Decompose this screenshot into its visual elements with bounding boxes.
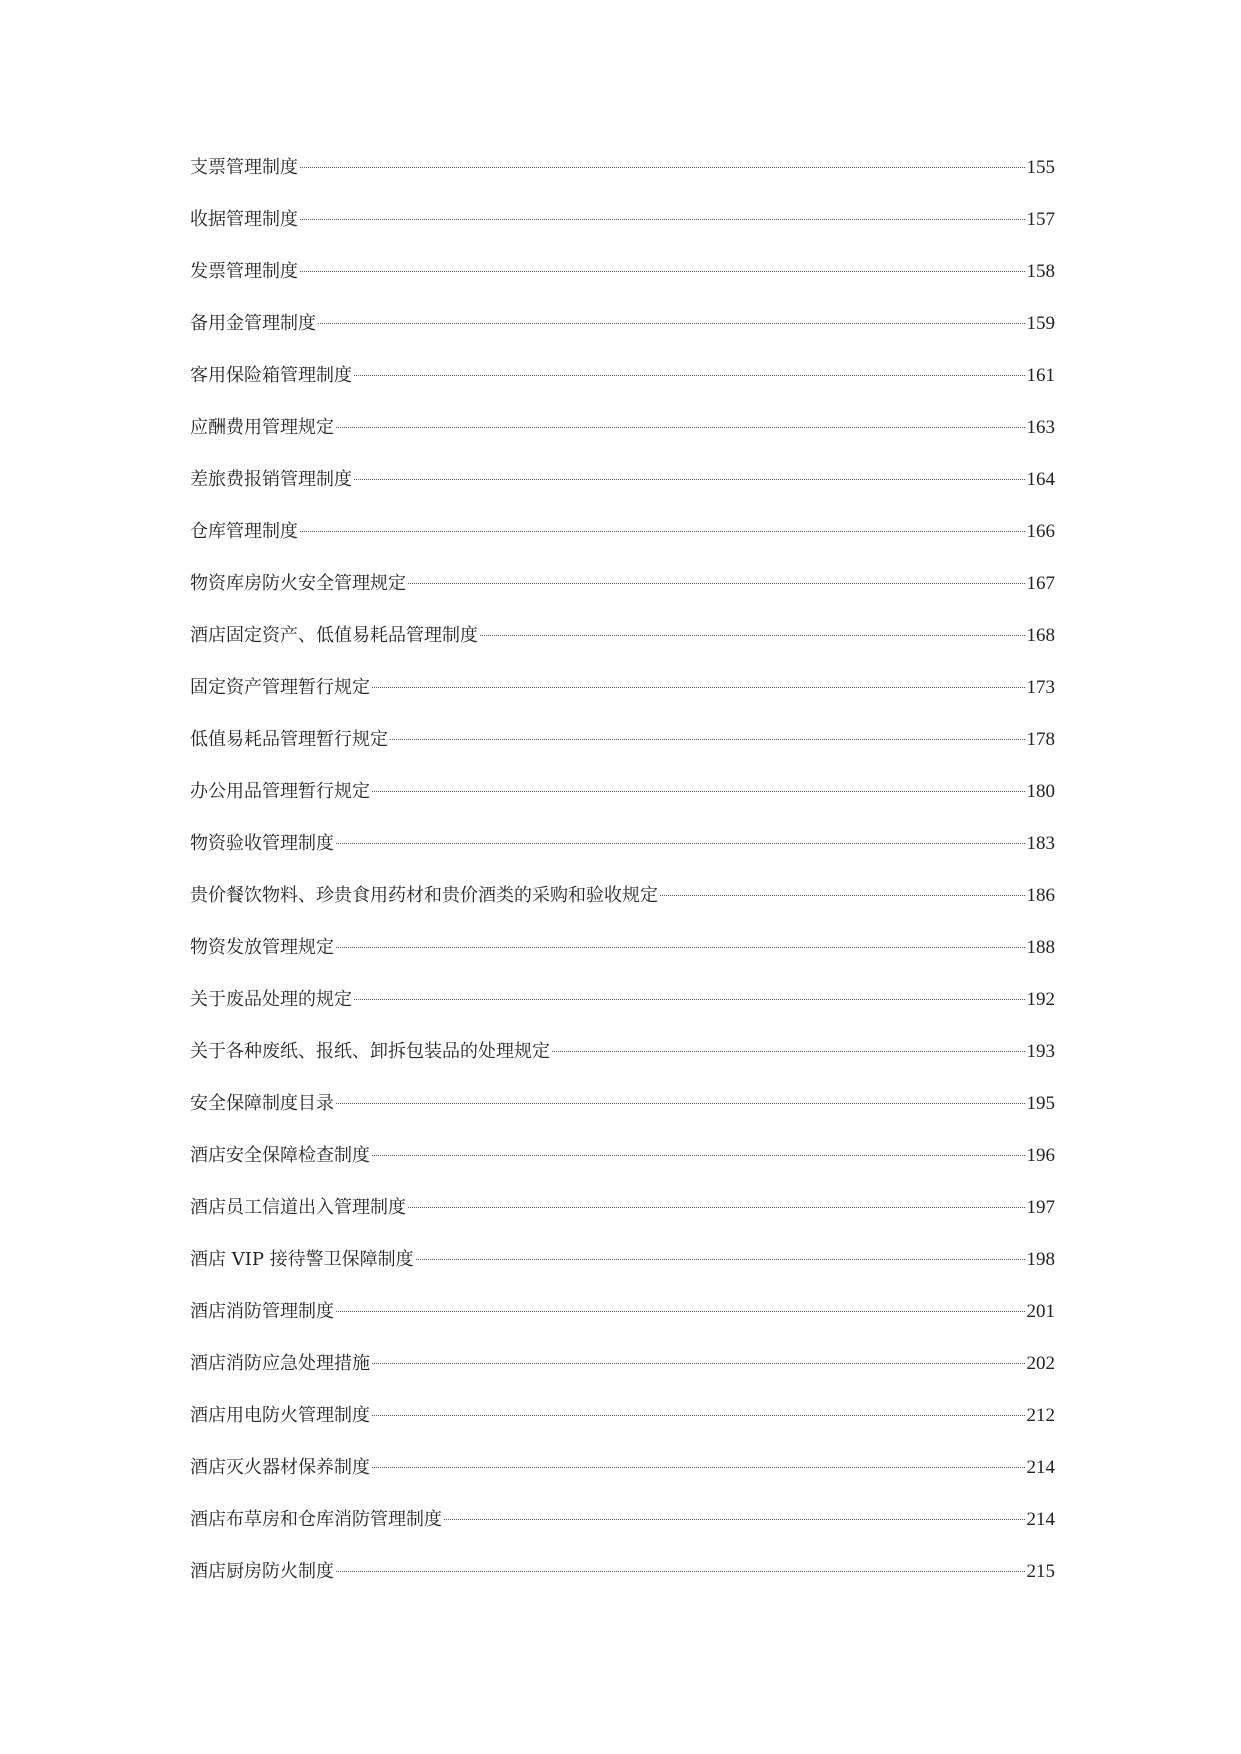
toc-entry[interactable] [190, 310, 1055, 362]
toc-dot-leader [480, 635, 1025, 636]
toc-dot-leader [372, 1415, 1025, 1416]
toc-entry-title: 酒店员工信道出入管理制度 [190, 1197, 406, 1218]
toc-entry-title: 低值易耗品管理暂行规定 [190, 729, 388, 750]
toc-entry[interactable] [190, 1506, 1055, 1558]
toc-entry[interactable] [190, 1246, 1055, 1298]
toc-entry-page: 166 [1026, 521, 1055, 542]
toc-dot-leader [372, 1155, 1025, 1156]
toc-entry-title: 客用保险箱管理制度 [190, 365, 352, 386]
toc-entry-title: 物资发放管理规定 [190, 937, 334, 958]
toc-dot-leader [372, 1467, 1025, 1468]
toc-entry-title: 差旅费报销管理制度 [190, 469, 352, 490]
toc-entry[interactable] [190, 154, 1055, 206]
toc-entry-page: 168 [1026, 625, 1055, 646]
toc-entry-title: 物资库房防火安全管理规定 [190, 573, 406, 594]
toc-entry[interactable] [190, 726, 1055, 778]
toc-dot-leader [660, 895, 1025, 896]
toc-entry[interactable] [190, 570, 1055, 622]
toc-dot-leader [300, 167, 1025, 168]
toc-entry-title: 支票管理制度 [190, 157, 298, 178]
toc-entry-title: 酒店灭火器材保养制度 [190, 1457, 370, 1478]
toc-dot-leader [372, 1363, 1025, 1364]
toc-entry-title: 酒店 VIP 接待警卫保障制度 [190, 1249, 414, 1270]
toc-dot-leader [408, 583, 1025, 584]
toc-entry[interactable] [190, 518, 1055, 570]
toc-dot-leader [300, 219, 1025, 220]
toc-entry-page: 178 [1026, 729, 1055, 750]
toc-entry-title: 应酬费用管理规定 [190, 417, 334, 438]
toc-entry-title: 办公用品管理暂行规定 [190, 781, 370, 802]
toc-dot-leader [354, 375, 1025, 376]
toc-dot-leader [354, 479, 1025, 480]
toc-entry[interactable] [190, 1194, 1055, 1246]
toc-entry-page: 214 [1026, 1509, 1055, 1530]
toc-entry[interactable] [190, 206, 1055, 258]
toc-entry-page: 195 [1026, 1093, 1055, 1114]
toc-entry[interactable] [190, 1298, 1055, 1350]
toc-entry[interactable] [190, 1350, 1055, 1402]
toc-entry[interactable] [190, 414, 1055, 466]
toc-entry-page: 215 [1026, 1561, 1055, 1582]
toc-entry[interactable] [190, 1454, 1055, 1506]
toc-dot-leader [336, 1571, 1025, 1572]
toc-entry[interactable] [190, 986, 1055, 1038]
toc-entry-page: 164 [1026, 469, 1055, 490]
toc-entry-title: 酒店安全保障检查制度 [190, 1145, 370, 1166]
toc-entry-page: 159 [1026, 313, 1055, 334]
toc-entry-page: 180 [1026, 781, 1055, 802]
toc-entry[interactable] [190, 830, 1055, 882]
toc-entry-page: 193 [1026, 1041, 1055, 1062]
toc-entry-page: 188 [1026, 937, 1055, 958]
toc-entry-page: 197 [1026, 1197, 1055, 1218]
toc-entry[interactable] [190, 1142, 1055, 1194]
toc-dot-leader [444, 1519, 1025, 1520]
toc-entry-title: 关于废品处理的规定 [190, 989, 352, 1010]
toc-entry-title: 固定资产管理暂行规定 [190, 677, 370, 698]
toc-entry-page: 201 [1026, 1301, 1055, 1322]
toc-entry-page: 214 [1026, 1457, 1055, 1478]
toc-entry-title: 收据管理制度 [190, 209, 298, 230]
toc-dot-leader [318, 323, 1025, 324]
toc-entry-title: 酒店固定资产、低值易耗品管理制度 [190, 625, 478, 646]
toc-dot-leader [408, 1207, 1025, 1208]
toc-dot-leader [416, 1259, 1025, 1260]
toc-entry-page: 158 [1026, 261, 1055, 282]
toc-entry-page: 167 [1026, 573, 1055, 594]
toc-entry-title: 安全保障制度目录 [190, 1093, 334, 1114]
toc-dot-leader [552, 1051, 1025, 1052]
toc-entry[interactable] [190, 466, 1055, 518]
toc-entry[interactable] [190, 1402, 1055, 1454]
toc-entry[interactable] [190, 934, 1055, 986]
table-of-contents [190, 154, 1055, 1610]
toc-entry[interactable] [190, 1090, 1055, 1142]
toc-entry-page: 183 [1026, 833, 1055, 854]
toc-dot-leader [300, 271, 1025, 272]
toc-dot-leader [336, 1311, 1025, 1312]
toc-entry-page: 212 [1026, 1405, 1055, 1426]
toc-entry-title: 酒店消防管理制度 [190, 1301, 334, 1322]
toc-entry-title: 酒店用电防火管理制度 [190, 1405, 370, 1426]
toc-dot-leader [390, 739, 1025, 740]
toc-dot-leader [372, 687, 1025, 688]
toc-dot-leader [336, 1103, 1025, 1104]
toc-entry-title: 酒店消防应急处理措施 [190, 1353, 370, 1374]
toc-dot-leader [354, 999, 1025, 1000]
toc-dot-leader [336, 843, 1025, 844]
toc-dot-leader [372, 791, 1025, 792]
toc-entry-page: 155 [1026, 157, 1055, 178]
toc-entry-title: 关于各种废纸、报纸、卸拆包装品的处理规定 [190, 1041, 550, 1062]
toc-entry-page: 196 [1026, 1145, 1055, 1166]
toc-entry[interactable] [190, 778, 1055, 830]
toc-entry[interactable] [190, 1038, 1055, 1090]
toc-entry-title: 发票管理制度 [190, 261, 298, 282]
toc-entry[interactable] [190, 362, 1055, 414]
toc-entry[interactable] [190, 882, 1055, 934]
toc-entry-title: 酒店厨房防火制度 [190, 1561, 334, 1582]
toc-entry-page: 161 [1026, 365, 1055, 386]
toc-dot-leader [300, 531, 1025, 532]
toc-dot-leader [336, 427, 1025, 428]
toc-entry[interactable] [190, 258, 1055, 310]
toc-entry-title: 物资验收管理制度 [190, 833, 334, 854]
toc-entry-title: 仓库管理制度 [190, 521, 298, 542]
toc-entry-page: 163 [1026, 417, 1055, 438]
toc-entry-page: 157 [1026, 209, 1055, 230]
toc-entry-title: 备用金管理制度 [190, 313, 316, 334]
toc-entry-page: 202 [1026, 1353, 1055, 1374]
toc-entry-page: 192 [1026, 989, 1055, 1010]
toc-entry[interactable] [190, 622, 1055, 674]
toc-entry-page: 198 [1026, 1249, 1055, 1270]
toc-entry[interactable] [190, 674, 1055, 726]
toc-entry-title: 酒店布草房和仓库消防管理制度 [190, 1509, 442, 1530]
toc-entry-page: 173 [1026, 677, 1055, 698]
toc-entry[interactable] [190, 1558, 1055, 1610]
toc-dot-leader [336, 947, 1025, 948]
toc-entry-page: 186 [1026, 885, 1055, 906]
toc-entry-title: 贵价餐饮物料、珍贵食用药材和贵价酒类的采购和验收规定 [190, 885, 658, 906]
